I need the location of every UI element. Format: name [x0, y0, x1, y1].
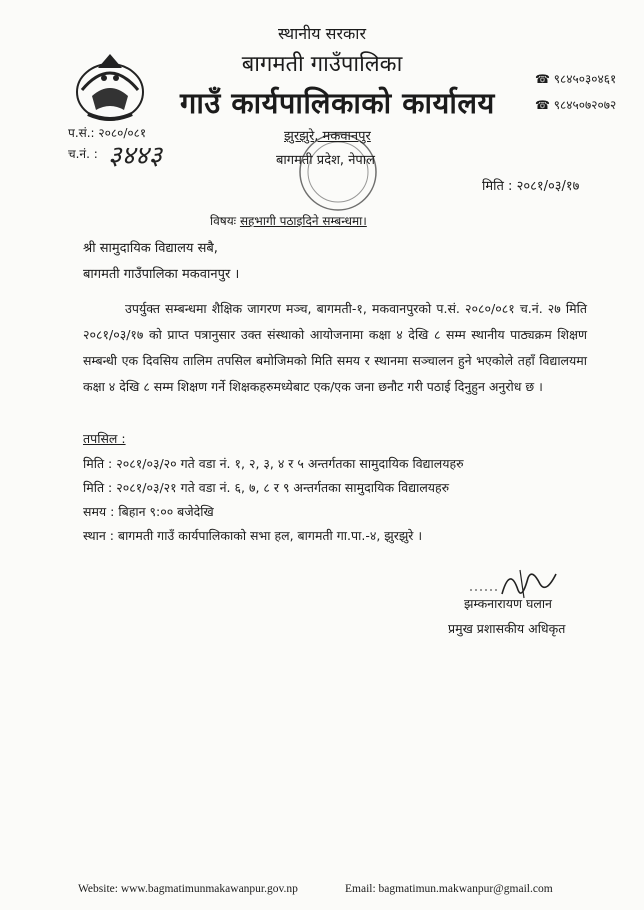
details-place: स्थान : बागमती गाउँ कार्यपालिकाको सभा हल, बागमती गा.पा.-४, झुरझुरे ।	[83, 528, 423, 543]
header-line-local-government: स्थानीय सरकार	[278, 24, 366, 43]
phone-icon: ☎	[535, 98, 550, 112]
signatory-title: प्रमुख प्रशासकीय अधिकृत	[448, 621, 566, 636]
cn-handwritten-number: ३४४३	[108, 141, 163, 171]
subject-line	[210, 212, 367, 229]
footer-email: Email: bagmatimun.makwanpur@gmail.com	[345, 883, 553, 895]
phone-1: ☎ ९८४५०३०४६१	[535, 72, 617, 86]
header-line-office: गाउँ कार्यपालिकाको कार्यालय	[180, 86, 495, 120]
header-line-municipality: बागमती गाउँपालिका	[241, 52, 403, 77]
body-text: उपर्युक्त सम्बन्धमा शैक्षिक जागरण मञ्च, बागमती-१, मकवानपुरको प.सं. २०८०/०८१ च.नं. २७ मिति २०८१/०३/१७ को प्राप्त पत्रानुसार उक्त संस्थाको आयोजनामा कक्षा ४ देखि ८ सम्म स्थानीय पाठ्यक्रम शिक्षण सम्बन्धी एक दिवसिय तालिम तपसिल बमोजिमको मिति समय र स्थानमा सञ्चालन हुने भएकोले तहाँ विद्यालयमा कक्षा ४ देखि ८ सम्म शिक्षण गर्ने शिक्षकहरुमध्येबाट एक/एक जना छनौट गरी पठाई दिनुहुन अनुरोध छ ।	[83, 301, 587, 394]
stamp-line-2: बागमती प्रदेश, नेपाल	[276, 153, 375, 168]
addressee-line-2: बागमती गाउँपालिका मकवानपुर ।	[83, 267, 240, 282]
cn-label: च.नं. :	[68, 147, 98, 161]
stamp-line-1: झुरझुरे, मकवानपुर	[284, 129, 371, 144]
details-date-2: मिति : २०८१/०३/२१ गते वडा नं. ६, ७, ८ र ९ अन्तर्गतका सामुदायिक विद्यालयहरु	[83, 480, 450, 495]
signatory-name: झम्कनारायण घलान	[464, 596, 552, 611]
body-paragraph	[83, 296, 587, 400]
phone-2: ☎ ९८४५०७२०७२	[535, 98, 617, 112]
ps-number: प.सं.: २०८०/०८१	[68, 126, 147, 140]
office-stamp	[270, 120, 430, 220]
subject-label: विषयः	[210, 214, 237, 228]
details-time: समय : बिहान ९:०० बजेदेखि	[83, 504, 214, 519]
nepal-emblem-icon	[68, 50, 152, 124]
letter-date: मिति : २०८१/०३/१७	[482, 179, 580, 194]
footer-website: Website: www.bagmatimunmakawanpur.gov.np	[78, 883, 298, 895]
details-heading: तपसिल :	[83, 431, 126, 446]
details-date-1: मिति : २०८१/०३/२० गते वडा नं. १, २, ३, ४ र ५ अन्तर्गतका सामुदायिक विद्यालयहरु	[83, 456, 464, 471]
subject-text: सहभागी पठाइदिने सम्बन्धमा।	[239, 214, 367, 228]
addressee-line-1: श्री सामुदायिक विद्यालय सबै,	[83, 241, 218, 256]
phone-icon: ☎	[535, 72, 550, 86]
